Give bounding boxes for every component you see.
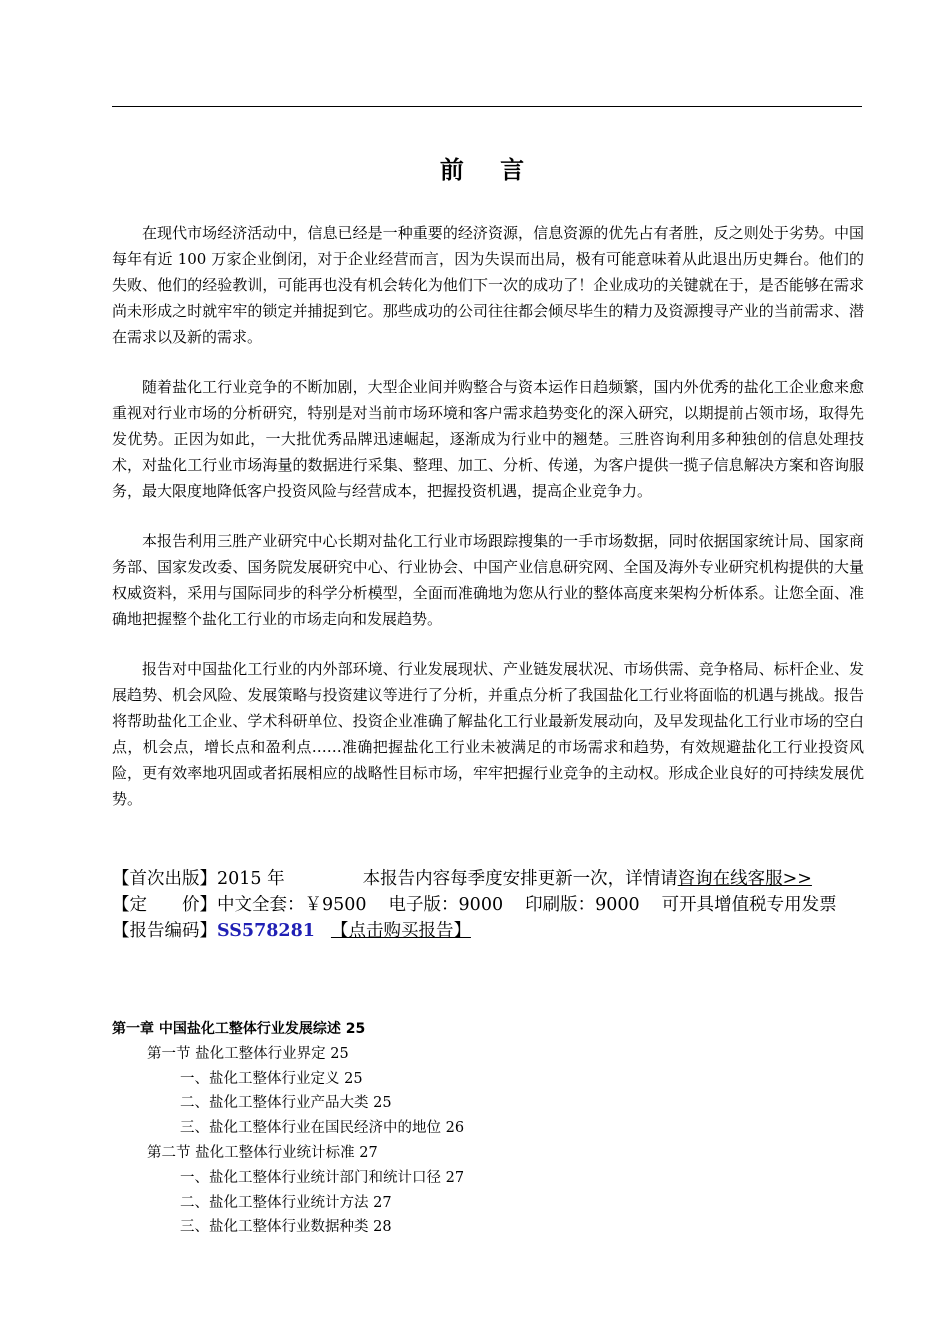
preface-paragraph: 本报告利用三胜产业研究中心长期对盐化工行业市场跟踪搜集的一手市场数据，同时依据国家统计局、国家商务部、国家发改委、国务院发展研究中心、行业协会、中国产业信息研究网、全国及海外专业研究机构提供的大量权威资料，采用与国际同步的科学分析模型，全面而准确地为您从行业的整体高度来架构分析体系。让您全面、准确地把握整个盐化工行业的市场走向和发展趋势。: [112, 532, 864, 628]
toc-item[interactable]: 三、盐化工整体行业数据种类 28: [180, 1219, 392, 1236]
toc-item[interactable]: 一、盐化工整体行业定义 25: [180, 1070, 363, 1087]
toc-item[interactable]: 二、盐化工整体行业产品大类 25: [180, 1095, 392, 1112]
report-info: [112, 866, 864, 944]
publish-label: 【首次出版】: [112, 869, 217, 889]
toc-section[interactable]: 第一节 盐化工整体行业界定 25: [147, 1045, 349, 1062]
code-row: [112, 918, 864, 944]
buy-report-link[interactable]: 【点击购买报告】: [330, 921, 471, 941]
table-of-contents: [112, 1017, 864, 1240]
preface-body: [112, 220, 864, 836]
price-electronic: 电子版：9000: [388, 895, 504, 915]
toc-chapter[interactable]: 第一章 中国盐化工整体行业发展综述 25: [112, 1021, 366, 1037]
preface-paragraph: 报告对中国盐化工行业的内外部环境、行业发展现状、产业链发展状况、市场供需、竞争格局、标杆企业、发展趋势、机会风险、发展策略与投资建议等进行了分析，并重点分析了我国盐化工行业将面临的机遇与挑战。报告将帮助盐化工企业、学术科研单位、投资企业准确了解盐化工行业最新发展动向，及早发现盐化工行业市场的空白点，机会点，增长点和盈利点……准确把握盐化工行业未被满足的市场需求和趋势，有效规避盐化工行业投资风险，更有效率地巩固或者拓展相应的战略性目标市场，牢牢把握行业竞争的主动权。形成企业良好的可持续发展优势。: [112, 660, 864, 808]
toc-item[interactable]: 二、盐化工整体行业统计方法 27: [180, 1194, 392, 1211]
price-row: [112, 892, 864, 918]
toc-item[interactable]: 一、盐化工整体行业统计部门和统计口径 27: [180, 1169, 465, 1186]
code-label: 【报告编码】: [112, 921, 217, 941]
toc-item[interactable]: 三、盐化工整体行业在国民经济中的地位 26: [180, 1120, 465, 1137]
online-service-link[interactable]: 咨询在线客服>>: [677, 869, 812, 889]
publish-value: 2015 年: [217, 869, 285, 889]
price-label: 【定 价】: [112, 895, 217, 915]
report-code: SS578281: [217, 921, 315, 941]
preface-paragraph: 随着盐化工行业竞争的不断加剧，大型企业间并购整合与资本运作日趋频繁，国内外优秀的盐化工企业愈来愈重视对行业市场的分析研究，特别是对当前市场环境和客户需求趋势变化的深入研究，以期提前占领市场，取得先发优势。正因为如此，一大批优秀品牌迅速崛起，逐渐成为行业中的翘楚。三胜咨询利用多种独创的信息处理技术，对盐化工行业市场海量的数据进行采集、整理、加工、分析、传递，为客户提供一揽子信息解决方案和咨询服务，最大限度地降低客户投资风险与经营成本，把握投资机遇，提高企业竞争力。: [112, 378, 864, 500]
page-title: 前 言: [439, 155, 539, 184]
price-full: 中文全套：￥9500: [217, 895, 367, 915]
update-text: 本报告内容每季度安排更新一次，详情请: [362, 869, 678, 889]
header-rule: [112, 106, 862, 107]
publish-row: [112, 866, 864, 892]
preface-paragraph: 在现代市场经济活动中，信息已经是一种重要的经济资源，信息资源的优先占有者胜，反之则处于劣势。中国每年有近 100 万家企业倒闭，对于企业经营而言，因为失误而出局，极有可能意味着从此退出历史舞台。他们的失败、他们的经验教训，可能再也没有机会转化为他们下一次的成功了！企业成功的关键就在于，是否能够在需求尚未形成之时就牢牢的锁定并捕捉到它。那些成功的公司往往都会倾尽毕生的精力及资源搜寻产业的当前需求、潜在需求以及新的需求。: [112, 224, 864, 346]
price-note: 可开具增值税专用发票: [661, 895, 837, 915]
price-print: 印刷版：9000: [525, 895, 640, 915]
toc-section[interactable]: 第二节 盐化工整体行业统计标准 27: [147, 1144, 378, 1161]
